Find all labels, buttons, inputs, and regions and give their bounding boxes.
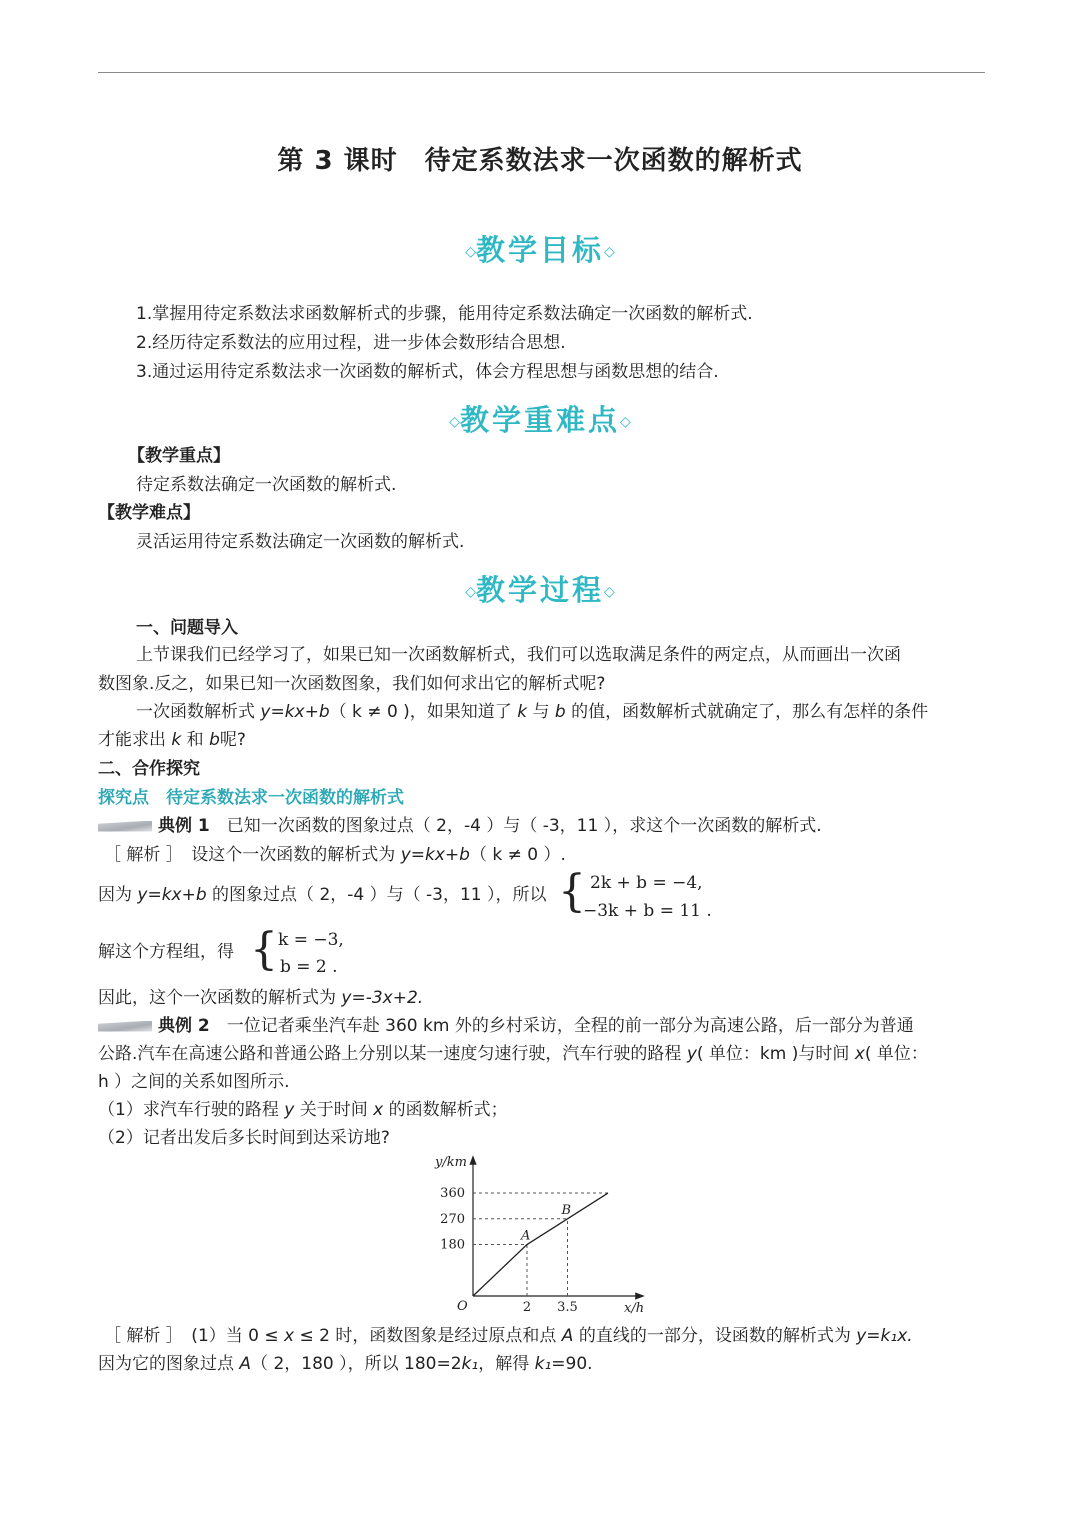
distance-time-chart xyxy=(420,1150,660,1320)
diamond-icon: ◇ xyxy=(620,414,631,430)
focus-label: 【教学重点】 xyxy=(128,446,230,466)
example2-line: h ）之间的关系如图所示. xyxy=(98,1072,290,1092)
origin-label: O xyxy=(457,1299,468,1314)
diamond-icon: ◇ xyxy=(465,244,476,260)
y-tick-label: 180 xyxy=(440,1237,465,1253)
x-tick-label: 2 xyxy=(522,1300,532,1315)
diamond-icon: ◇ xyxy=(604,244,615,260)
section-heading-keypoints: ◇教学重难点◇ xyxy=(449,403,631,437)
left-brace: { xyxy=(558,866,586,917)
diamond-icon: ◇ xyxy=(604,584,615,600)
part2-heading: 二、合作探究 xyxy=(98,759,200,779)
example2-question2: （2）记者出发后多长时间到达采访地? xyxy=(98,1128,390,1148)
system1-eq2: −3k + b = 11 . xyxy=(583,901,712,921)
explore-point: 探究点 待定系数法求一次函数的解析式 xyxy=(98,788,404,808)
paragraph-line: 一次函数解析式 y=kx+b（ k ≠ 0 )，如果知道了 k 与 b 的值，函数解析式就确定了，那么有怎样的条件 xyxy=(136,702,929,722)
difficulty-text: 灵活运用待定系数法确定一次函数的解析式. xyxy=(136,532,465,552)
x-tick-label: 3.5 xyxy=(557,1300,578,1315)
top-rule xyxy=(98,72,985,73)
x-axis-label: x/h xyxy=(624,1301,645,1316)
goal-item: 3.通过运用待定系数法求一次函数的解析式，体会方程思想与函数思想的结合. xyxy=(136,362,719,382)
page-title: 第 3 课时 待定系数法求一次函数的解析式 xyxy=(277,146,803,176)
y-tick-label: 270 xyxy=(440,1211,465,1227)
paragraph-line: 上节课我们已经学习了，如果已知一次函数解析式，我们可以选取满足条件的两定点，从而画出一次函 xyxy=(136,645,901,665)
example1-because: 因为 y=kx+b 的图象过点（ 2，-4 ）与（ -3，11 ），所以 xyxy=(98,885,547,905)
example1-statement: 典例 1 已知一次函数的图象过点（ 2，-4 ）与（ -3，11 ），求这个一次函数的解析式. xyxy=(98,818,822,835)
y-axis-label: y/km xyxy=(435,1155,467,1170)
paragraph-line: 数图象.反之，如果已知一次函数图象，我们如何求出它的解析式呢? xyxy=(98,674,606,694)
example2-line: 典例 2 一位记者乘坐汽车赴 360 km 外的乡村采访，全程的前一部分为高速公路，后一部分为普通 xyxy=(98,1018,914,1035)
example2-analysis-cont: 因为它的图象过点 A（ 2，180 ），所以 180=2k₁，解得 k₁=90. xyxy=(98,1354,593,1374)
paragraph-line: 才能求出 k 和 b呢? xyxy=(98,730,246,750)
section-heading-process: ◇教学过程◇ xyxy=(465,573,615,607)
example2-line: 公路.汽车在高速公路和普通公路上分别以某一速度匀速行驶，汽车行驶的路程 y( 单位：km )与时间 x( 单位： xyxy=(98,1044,928,1064)
section-heading-goals: ◇教学目标◇ xyxy=(465,233,615,267)
example-tag-icon xyxy=(98,821,152,832)
y-tick-label: 360 xyxy=(440,1186,465,1202)
system2-eq2: b = 2 . xyxy=(280,957,338,977)
example1-analysis: ［ 解析 ］ 设这个一次函数的解析式为 y=kx+b（ k ≠ 0 ）. xyxy=(104,845,566,865)
point-label-B: B xyxy=(561,1202,572,1218)
goal-item: 1.掌握用待定系数法求函数解析式的步骤，能用待定系数法确定一次函数的解析式. xyxy=(136,304,753,324)
example2-question1: （1）求汽车行驶的路程 y 关于时间 x 的函数解析式； xyxy=(98,1100,508,1120)
diamond-icon: ◇ xyxy=(449,414,460,430)
system1-eq1: 2k + b = −4, xyxy=(590,873,703,893)
example1-result: 因此，这个一次函数的解析式为 y=-3x+2. xyxy=(98,988,424,1008)
focus-text: 待定系数法确定一次函数的解析式. xyxy=(136,475,397,495)
system2-eq1: k = −3, xyxy=(278,930,344,950)
example-tag-icon xyxy=(98,1021,152,1032)
example2-analysis: ［ 解析 ］ (1）当 0 ≤ x ≤ 2 时，函数图象是经过原点和点 A 的直线的一部分，设函数的解析式为 y=k₁x. xyxy=(104,1326,913,1346)
goal-item: 2.经历待定系数法的应用过程，进一步体会数形结合思想. xyxy=(136,333,566,353)
diamond-icon: ◇ xyxy=(465,584,476,600)
example1-solve: 解这个方程组，得 xyxy=(98,942,234,962)
point-label-A: A xyxy=(521,1228,531,1244)
part1-heading: 一、问题导入 xyxy=(136,618,238,638)
left-brace: { xyxy=(250,924,278,975)
difficulty-label: 【教学难点】 xyxy=(98,503,200,523)
